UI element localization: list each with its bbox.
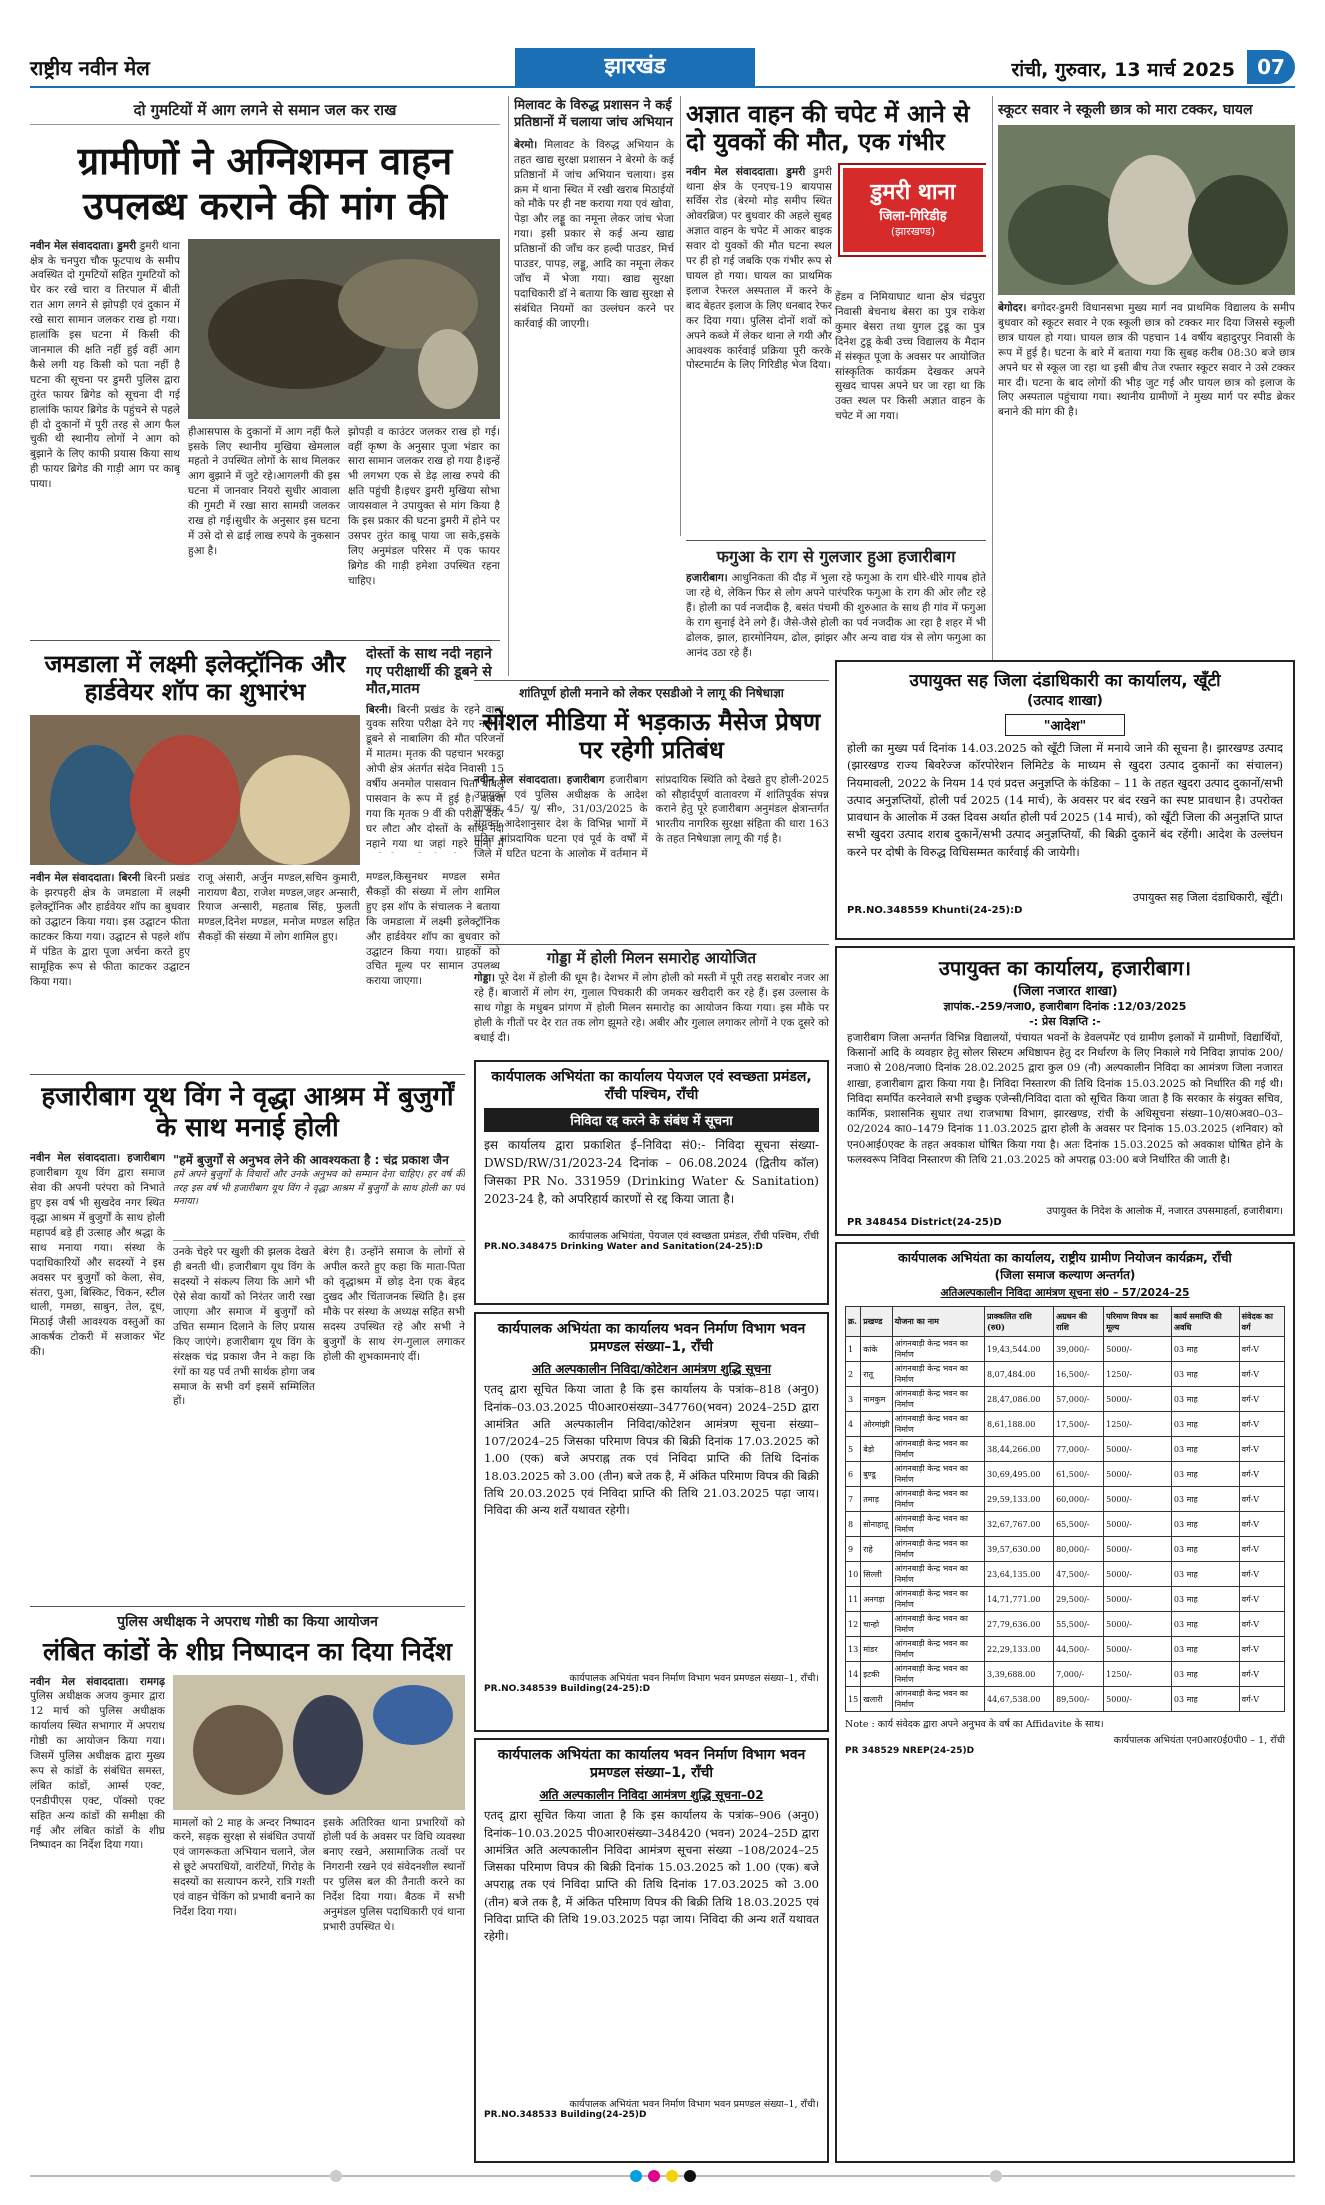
table-cell: वर्ग-V xyxy=(1239,1362,1284,1387)
table-cell: 16,500/- xyxy=(1054,1362,1104,1387)
stamp-district: जिला-गिरिडीह xyxy=(879,208,947,224)
article-quote-box xyxy=(173,1151,465,1241)
table-cell: 47,500/- xyxy=(1054,1562,1104,1587)
notice-signature: कार्यपालक अभियंता भवन निर्माण विभाग भवन प्रमण्डल संख्या–1, राँची। xyxy=(569,2099,819,2111)
article-quote: "हमें बुजुर्गों से अनुभव लेने की आवश्यकता है : चंद्र प्रकाश जैन xyxy=(173,1153,449,1168)
table-cell: 3,39,688.00 xyxy=(984,1662,1053,1687)
table-cell: 03 माह xyxy=(1171,1562,1239,1587)
notice-memo: ज्ञापांक.-259/नजा0, हजारीबाग दिनांक :12/03/2025 xyxy=(943,1000,1187,1013)
article-text-col2: हीआसपास के दुकानों में आग नहीं फैले इसके लिए स्थानीय मुखिया खेमलाल महतो ने उपस्थित लोगों के साथ मिलकर आग बुझाने में जुटे रहे।आगलगी की इस घटना में जानवार नियरो सुधीर आवाला की गुमटी में रखा सारा सामग्री जलकर राख हो गई।सुधीर के अनुसार इस घटना में उसे दो से ढाई लाख रुपये के नुकसान हुआ है। xyxy=(188,425,340,557)
notice-ref: PR 348454 District(24-25)D xyxy=(847,1217,1002,1228)
article-text: पूरे देश में होली की धूम है। देशभर में लोग होली को मस्ती में पूरी तरह सराबोर नजर आ रहे हैं। बाजारों में लोग रंग, गुलाल पिचकारी की जमकर खरीदारी कर रहे हैं। इस उल्लास के साथ गोड्डा के मधुबन प्रांगण में होली मिलन समारोह का आयोजन किया गया। इस मौके पर होली के गीतों पर देर रात तक लोग झूमते रहे। अबीर और गुलाल लगाकर लोगों ने एक दूसरे को बधाई दी। xyxy=(474,972,829,1044)
article-dateline: बेगोदर। xyxy=(998,302,1027,314)
tender-table xyxy=(845,1306,1285,1712)
notice-subtitle: (जिला समाज कल्याण अन्तर्गत) xyxy=(994,1268,1136,1283)
article-social-media xyxy=(474,680,829,940)
table-cell: 14,71,771.00 xyxy=(984,1587,1053,1612)
table-cell: नामकुम xyxy=(861,1387,892,1412)
table-cell: 03 माह xyxy=(1171,1637,1239,1662)
table-cell: 5 xyxy=(846,1437,861,1462)
article-headline: गोड्डा में होली मिलन समारोह आयोजित xyxy=(546,949,757,967)
table-row xyxy=(846,1537,1285,1562)
registration-dot xyxy=(630,2170,642,2182)
notice-nrep-tender xyxy=(835,1242,1295,2163)
table-cell: 03 माह xyxy=(1171,1462,1239,1487)
notice-press-label: -: प्रेस विज्ञप्ति :- xyxy=(1029,1015,1101,1028)
notice-ref: PR.NO.348559 Khunti(24-25):D xyxy=(847,905,1023,916)
tender-table-body xyxy=(846,1337,1285,1712)
tender-column-header: प्राक्कलित राशि (रु0) xyxy=(984,1307,1053,1337)
newspaper-name: राष्ट्रीय नवीन मेल xyxy=(30,56,150,80)
notice-body: हजारीबाग जिला अन्तर्गत विभिन्न विद्यालयों, पंचायत भवनों के डेवलपमेंट एवं ग्रामीण इलाकों में ग्रामीणों, विद्यार्थियों, किसानों आदि के व्यवहार हेतु सोलर सिस्टम अधिष्ठापन हेतु दर निर्धारण के लिए निकाले गये निविदा ज्ञापांक 200/नजा0 से 208/नजा0 दिनांक 28.02.2025 द्वारा कुल 09 (नौ) अल्पकालीन निविदा का आमंत्रण जिला नजारत शाखा, हजारीबाग द्वारा किया गया है। निविदा निस्तारण की तिथि दिनांक 15.03.2025 को निर्धारित की गई थी। निविदा समर्पित करनेवाले सभी इच्छुक एजेन्सी/निविदा दाता को सूचित किया जाता है कि सरकार के संयुक्त सचिव, कार्मिक, प्रशासनिक सुधार तथा राजभाषा विभाग, झारखण्ड, रांची के अधिसूचना संख्या–10/स0अव0–03–02/2024 का0–1479 दिनांक 11.03.2025 द्वारा होली के अवसर पर दिनांक 15.03.2025 (शनिवार) को एन0आई0एक्ट के तहत अवकाश घोषित किया गया है। अतः दिनांक 15.03.2025 को अवकाश घोषित होने के फलस्वरूप निविदा निस्तारण की तिथि 21.03.2025 को अपराह्न 03:00 बजे निर्धारित की जाती है। xyxy=(847,1032,1283,1166)
table-cell: 6 xyxy=(846,1462,861,1487)
article-godda xyxy=(474,944,829,1054)
table-cell: 17,500/- xyxy=(1054,1412,1104,1437)
article-text: आधुनिकता की दौड़ में भुला रहे फगुआ के राग धीरे-धीरे गायब होते जा रहे थे, लेकिन फिर से लोग अपने पारंपरिक फगुआ के राग की ओर लौट रहे हैं। होली का पर्व नजदीक है, बसंत पंचमी की शुरुआत के साथ ही गांव में फगुआ के राग सुनाई देने लगे हैं। जैसे-जैसे होली का पर्व नजदीक आ रहा है शहर में भी ढोलक, झाल, हारमोनियम, ढोल, झांझर और अन्य वाद्य यंत्र से लोग फगुआ का आनंद उठा रहे हैं। xyxy=(686,572,986,659)
notice-hazaribagh xyxy=(835,946,1295,1236)
article-headline: अज्ञात वाहन की चपेट में आने से दो युवकों की मौत, एक गंभीर xyxy=(686,100,970,157)
table-cell: 77,000/- xyxy=(1054,1437,1104,1462)
tender-column-header: परिमाण विपत्र का मूल्य xyxy=(1104,1307,1172,1337)
article-text-col3: मण्डल,किसुनधर मण्डल समेत सैकड़ों की संख्या में लोग शामिल हुए इस शॉप के संचालक ने बताया कि जमडाला में लक्ष्मी इलेक्ट्रॉनिक और हार्डवेयर शॉप का बुधवार को उद्घाटन किया गया। ग्राहकों को उचित मूल्य पर सामान उपलब्ध कराया जाएगा। xyxy=(366,871,500,988)
shop-opening-photo xyxy=(30,715,360,865)
table-cell: आंगनबाड़ी केन्द्र भवन का निर्माण xyxy=(892,1537,984,1562)
article-body xyxy=(30,1675,165,2155)
table-cell: 5000/- xyxy=(1104,1687,1172,1712)
article-headline: जमडाला में लक्ष्मी इलेक्ट्रॉनिक और हार्डवेयर शॉप का शुभारंभ xyxy=(44,650,346,707)
registration-dot xyxy=(648,2170,660,2182)
table-cell: 12 xyxy=(846,1612,861,1637)
table-cell: वर्ग-V xyxy=(1239,1487,1284,1512)
article-kicker: शांतिपूर्ण होली मनाने को लेकर एसडीओ ने लागू की निषेधाज्ञा xyxy=(519,686,784,700)
article-text: बिरनी प्रखंड के रहने वाला युवक सरिया परीक्षा देने गए नदी में डूबने से नाबालिग की मौत परिजनों में मातम। मृतक की पहचान भरकट्ठा ओपी क्षेत्र अंतर्गत संदेव निवासी 15 वर्षीय अनमोल पासवान पिता बाबलू पासवान के रूप में हुई है। बताया गया कि मृतक 9 वीं की परीक्षा देकर घर लौटा और दोस्तों के साथ नदी नहाने गया था जहां गहरे पानी में xyxy=(366,703,504,850)
stamp-state: (झारखण्ड) xyxy=(890,224,936,238)
table-cell: 7,000/- xyxy=(1054,1662,1104,1687)
notice-title: उपायुक्त सह जिला दंडाधिकारी का कार्यालय, खूँटी xyxy=(909,671,1221,691)
table-cell: 4 xyxy=(846,1412,861,1437)
table-cell: 38,44,266.00 xyxy=(984,1437,1053,1462)
table-cell: 5000/- xyxy=(1104,1437,1172,1462)
table-cell: 03 माह xyxy=(1171,1662,1239,1687)
notice-ref: PR.NO.348475 Drinking Water and Sanitation(24-25):D xyxy=(484,1242,763,1253)
table-cell: 11 xyxy=(846,1587,861,1612)
table-cell: 65,500/- xyxy=(1054,1512,1104,1537)
table-cell: सिल्ली xyxy=(861,1562,892,1587)
table-cell: आंगनबाड़ी केन्द्र भवन का निर्माण xyxy=(892,1687,984,1712)
table-cell: बुण्डू xyxy=(861,1462,892,1487)
table-cell: चान्हो xyxy=(861,1612,892,1637)
table-row xyxy=(846,1462,1285,1487)
table-cell: वर्ग-V xyxy=(1239,1437,1284,1462)
article-youth-wing xyxy=(30,1080,465,1600)
table-cell: आंगनबाड़ी केन्द्र भवन का निर्माण xyxy=(892,1587,984,1612)
tender-column-header: संवेदक का वर्ग xyxy=(1239,1307,1284,1337)
tender-column-header: क्र. xyxy=(846,1307,861,1337)
article-text: डुमरी थाना क्षेत्र के एनएच-19 बायपास सर्विस रोड (बेरमो मोड़ समीप स्थित ओवरब्रिज) पर बुधवार की अहले सुबह अज्ञात वाहन के चपेट में आकर बाइक सवार दो युवकों की मौत घटना स्थल पर ही हो गई जबकि एक गंभीर रूप से घायल हो गया। घायल का प्राथमिक इलाज रेफरल अस्पताल में करने के बाद बेहतर इलाज के लिए धनबाद रेफर कर दिया गया। पुलिस दोनों शवों को अपने कब्जे में लेकर थाना ले गयी और आवश्यक कार्रवाई प्रक्रिया पूरी करके पोस्टमार्टम के लिए गिरिडीह भेज दिया। xyxy=(686,165,832,372)
table-cell: आंगनबाड़ी केन्द्र भवन का निर्माण xyxy=(892,1487,984,1512)
print-registration-bar xyxy=(30,2170,1295,2184)
notice-signature: कार्यपालक अभियंता एन0आर0ई0पी0 – 1, राँची xyxy=(1113,1734,1285,1746)
table-cell: 2 xyxy=(846,1362,861,1387)
article-dateline: नवीन मेल संवाददाता। रामगढ़ xyxy=(30,1675,165,1688)
table-cell: 03 माह xyxy=(1171,1487,1239,1512)
article-body xyxy=(474,971,829,1051)
table-cell: 30,69,495.00 xyxy=(984,1462,1053,1487)
table-row xyxy=(846,1687,1285,1712)
table-cell: 1250/- xyxy=(1104,1362,1172,1387)
table-cell: 8,07,484.00 xyxy=(984,1362,1053,1387)
registration-dot xyxy=(990,2170,1002,2182)
article-fire xyxy=(30,96,500,616)
table-cell: 29,59,133.00 xyxy=(984,1487,1053,1512)
table-row xyxy=(846,1562,1285,1587)
notice-band: अतिअल्पकालीन निविदा आमंत्रण सूचना सं0 – 57/2024–25 xyxy=(940,1287,1190,1300)
table-cell: 03 माह xyxy=(1171,1587,1239,1612)
article-body xyxy=(30,871,190,1066)
table-cell: 5000/- xyxy=(1104,1537,1172,1562)
article-text: बिरनी प्रखंड के झरपहरी क्षेत्र के जमडाला में लक्ष्मी इलेक्ट्रॉनिक और हार्डवेयर शॉप का बुधवार को उद्घाटन किया गया। इस उद्घाटन फीता काटकर किया गया। उद्घाटन से पहले शॉप में पंडित के द्वारा पूजा अर्चना करते हुए सामूहिक रूप से फीता काटकर उद्घाटन किया गया। xyxy=(30,871,190,988)
table-cell: राहे xyxy=(861,1537,892,1562)
table-cell: 5000/- xyxy=(1104,1337,1172,1362)
table-row xyxy=(846,1412,1285,1437)
article-headline: फगुआ के राग से गुलजार हुआ हजारीबाग xyxy=(716,547,956,566)
article-dateline: बेरमो। xyxy=(514,138,538,151)
table-cell: 03 माह xyxy=(1171,1537,1239,1562)
table-cell: 29,500/- xyxy=(1054,1587,1104,1612)
stamp-title: डुमरी थाना xyxy=(870,179,956,205)
table-row xyxy=(846,1637,1285,1662)
table-cell: वर्ग-V xyxy=(1239,1687,1284,1712)
table-row xyxy=(846,1437,1285,1462)
police-station-photo xyxy=(840,165,986,255)
notice-title: कार्यपालक अभियंता का कार्यालय भवन निर्माण विभाग भवन प्रमण्डल संख्या–1, राँची xyxy=(497,1747,806,1782)
table-cell: 44,67,538.00 xyxy=(984,1687,1053,1712)
table-cell: बेड़ो xyxy=(861,1437,892,1462)
notice-title: कार्यपालक अभियंता का कार्यालय भवन निर्माण विभाग भवन प्रमण्डल संख्या–1, राँची xyxy=(497,1321,806,1356)
scooter-photo xyxy=(998,125,1295,295)
table-cell: वर्ग-V xyxy=(1239,1587,1284,1612)
table-cell: 9 xyxy=(846,1537,861,1562)
article-headline: सोशल मीडिया में भड़काऊ मैसेज प्रेषण पर रहेगी प्रतिबंध xyxy=(482,708,821,765)
section-label: झारखंड xyxy=(515,48,755,86)
table-cell: आंगनबाड़ी केन्द्र भवन का निर्माण xyxy=(892,1612,984,1637)
notice-body: होली का मुख्य पर्व दिनांक 14.03.2025 को खूँटी जिला में मनाये जाने की सूचना है। झारखण्ड उत्पाद (झारखण्ड राज्य बिवरेज्ज कॉरपोरेशन लिमिटेड के माध्यम से खुदरा उत्पाद दुकानों का संचालन) नियमावली, 2022 के नियम 14 एवं प्रदत्त अनुज्ञप्ति के कंडिका – 11 के तहत खुदरा उत्पाद दुकानों/सभी उत्पाद अनुज्ञप्तियों, होली पर्व 2025 (14 मार्च), के अवसर पर बंद रखने का स्पष्ट प्रावधान है। उपरोक्त प्रावधान के आलोक में उक्त दिवस अर्थात होली पर्व 2025 (14 मार्च), को खूँटी जिला की अनुज्ञप्ति प्राप्त सभी खुदरा उत्पाद शराब दुकानें/सभी उत्पाद अनुज्ञप्तियाँ, की बिक्री दुकानें बंद रहेंगी। आदेश के उल्लंघन करने पर दोषी के विरुद्ध विधिसम्मत कार्रवाई की जायेगी। xyxy=(847,741,1283,859)
notice-subtitle: (जिला नजारत शाखा) xyxy=(1012,984,1118,999)
crime-meeting-photo xyxy=(173,1675,465,1810)
article-text: मिलावट के विरुद्ध अभियान के तहत खाद्य सुरक्षा प्रशासन ने बेरमो के कई प्रतिष्ठानों में जांच अभियान चलाया। इस क्रम में थाना स्थित में रखी खराब मिठाईयों को मौके पर ही नष्ट कराया गया एवं खोवा, पेड़ा और लड्डू का नमूना लेकर जांच भेजा गया। इसी प्रकार से कई अन्य खाद्य प्रतिष्ठानों की जाँच कर हल्दी पाउडर, मिर्च पाउडर, पापड़, लड्डू, आदि का नमूना लेकर जाँच में भेजा गया। खाद्य सुरक्षा पदाधिकारी डॉ ने बताया कि खाद्य सुरक्षा से संबंधित नियमों का उल्लंघन करने पर कार्रवाई की जाएगी। xyxy=(514,138,674,330)
article-body xyxy=(30,239,180,609)
article-text-col2: राजू अंसारी, अर्जुन मण्डल,सचिन कुमारी, नारायण बैठा, राजेश मण्डल,जहर अन्सारी, रियाज अन्सारी, महताब सिंह, फुलती मण्डल,दिनेश मण्डल, मनोज मण्डल सहित सैकड़ों की संख्या में लोग शामिल हुए। xyxy=(198,871,360,944)
article-body xyxy=(474,773,829,933)
article-body xyxy=(686,165,832,525)
table-cell: 44,500/- xyxy=(1054,1637,1104,1662)
table-cell: रातू xyxy=(861,1362,892,1387)
tender-column-header: अग्रधन की राशि xyxy=(1054,1307,1104,1337)
table-cell: 5000/- xyxy=(1104,1587,1172,1612)
article-headline: स्कूटर सवार ने स्कूली छात्र को मारा टक्कर, घायल xyxy=(998,102,1253,118)
notice-signature: कार्यपालक अभियंता, पेयजल एवं स्वच्छता प्रमंडल, राँची पश्चिम, राँची xyxy=(568,1231,819,1243)
table-cell: 39,57,630.00 xyxy=(984,1537,1053,1562)
article-text-col3: इसके अतिरिक्त थाना प्रभारियों को होली पर्व के अवसर पर विधि व्यवस्था बनाए रखने, असामाजिक तत्वों पर निगरानी रखने एवं संवेदनशील स्थानों पर पुलिस बल की तैनाती करने का निर्देश दिया गया। बैठक में सभी अनुमंडल पुलिस पदाधिकारी एवं थाना प्रभारी उपस्थित थे। xyxy=(323,1816,465,1933)
table-cell: आंगनबाड़ी केन्द्र भवन का निर्माण xyxy=(892,1387,984,1412)
notice-title: उपायुक्त का कार्यालय, हजारीबाग। xyxy=(938,956,1192,980)
table-cell: आंगनबाड़ी केन्द्र भवन का निर्माण xyxy=(892,1412,984,1437)
table-cell: 03 माह xyxy=(1171,1412,1239,1437)
article-kicker: मिलावट के विरुद्ध प्रशासन ने कई प्रतिष्ठानों में चलाया जांच अभियान xyxy=(514,98,673,130)
notice-signature: कार्यपालक अभियंता भवन निर्माण विभाग भवन प्रमण्डल संख्या–1, राँची। xyxy=(569,1673,819,1685)
table-cell: वर्ग-V xyxy=(1239,1537,1284,1562)
article-dateline: गोड्डा। xyxy=(474,972,496,984)
article-adulteration xyxy=(514,96,674,676)
article-kicker: दो गुमटियों में आग लगने से समान जल कर राख xyxy=(30,96,500,125)
registration-dot xyxy=(684,2170,696,2182)
table-cell: कांके xyxy=(861,1337,892,1362)
table-cell: 5000/- xyxy=(1104,1387,1172,1412)
table-cell: वर्ग-V xyxy=(1239,1612,1284,1637)
table-cell: 03 माह xyxy=(1171,1612,1239,1637)
article-dateline: नवीन मेल संवाददाता। हजारीबाग xyxy=(474,773,605,786)
table-cell: आंगनबाड़ी केन्द्र भवन का निर्माण xyxy=(892,1562,984,1587)
table-cell: 57,000/- xyxy=(1054,1387,1104,1412)
notice-note: Note : कार्य संवेदक द्वारा अपने अनुभव के वर्ष का Affidavite के साथ। xyxy=(845,1719,1104,1731)
notice-signature: उपायुक्त सह जिला दंडाधिकारी, खूँटी। xyxy=(1132,891,1283,904)
table-cell: 5000/- xyxy=(1104,1487,1172,1512)
notice-signature: उपायुक्त के निदेश के आलोक में, नजारत उपसमाहर्ता, हजारीबाग। xyxy=(1046,1206,1283,1217)
article-text: डुमरी थाना क्षेत्र के चनपुरा चौक फूटपाथ के समीप अवस्थित दो गुमटियों सहित गुमटियों को घेर कर रखे चारा व तिरपाल में बीती रात आग लगने से झोपड़ी एवं दुकान में रखे सारा सामान जलकर राख हो गया। हालांकि इस घटना में किसी की जानमाल की क्षति नहीं हुई वहीं आग कैसे लगी यह किसी को पता नहीं है घटना की सूचना पर डुमरी पुलिस द्वारा तुरंत फायर ब्रिगेड को सूचना दी गई हालांकि फायर ब्रिगेड के पहुंचने से पहले ही दो दुकानों में पूरी तरह से आग फैल चुकी थी स्थानीय लोगों ने आग को बुझाने के लिए काफी प्रयास किया साथ ही फायर ब्रिगेड की गाड़ी आग पर काबू पाया। xyxy=(30,239,180,491)
tender-column-header: प्रखण्ड xyxy=(861,1307,892,1337)
article-body xyxy=(686,571,986,659)
article-kicker: पुलिस अधीक्षक ने अपराध गोष्ठी का किया आयोजन xyxy=(117,1614,378,1630)
table-row xyxy=(846,1512,1285,1537)
registration-dot xyxy=(330,2170,342,2182)
notice-band: अति अल्पकालीन निविदा आमंत्रण शुद्धि सूचना–02 xyxy=(539,1788,764,1803)
notice-band: निविदा रद्द करने के संबंध में सूचना xyxy=(484,1108,819,1132)
issue-date: रांची, गुरुवार, 13 मार्च 2025 xyxy=(1011,59,1235,81)
article-headline: हजारीबाग यूथ विंग ने वृद्धा आश्रम में बुजुर्गों के साथ मनाई होली xyxy=(41,1082,454,1143)
table-cell: वर्ग-V xyxy=(1239,1637,1284,1662)
article-headline: ग्रामीणों ने अग्निशमन वाहन उपलब्ध कराने की मांग की xyxy=(77,139,453,228)
notice-body: इस कार्यालय द्वारा प्रकाशित ई–निविदा सं0:- निविदा सूचना संख्या- DWSD/RW/31/2023-24 दिनांक – 06.08.2024 (द्वितीय कॉल) जिसका PR No. 331959 (Drinking Water & Sanitation) 2023-24 है, को अपरिहार्य कारणों से रद्द किया जाता है। xyxy=(484,1138,819,1207)
article-headline: दोस्तों के साथ नदी नहाने गए परीक्षार्थी की डूबने से मौत,मातम xyxy=(366,646,492,697)
table-cell: 5000/- xyxy=(1104,1562,1172,1587)
table-cell: अनगड़ा xyxy=(861,1587,892,1612)
article-electronics xyxy=(30,646,360,1066)
article-dateline: हजारीबाग। xyxy=(686,572,728,584)
table-cell: 03 माह xyxy=(1171,1337,1239,1362)
article-text-col3: झोपड़ी व काउंटर जलकर राख हो गई।वहीं कृष्ण के अनुसार पूजा भंडार का सारा सामान जलकर राख हो गया है।इन्हें भी लगभग एक से डेढ़ लाख रुपये की क्षति पहुंची है।इधर डुमरी मुखिया सोभा जायसवाल ने उपायुक्त से मांग किया है कि इस प्रकार की घटना डुमरी में होने पर उसपर तुरंत काबू पाया जा सके,इसके लिए अनुमंडल परिसर में एक फायर ब्रिगेड की गाड़ी हमेशा उपस्थित रहना चाहिए। xyxy=(348,425,500,587)
notice-title: कार्यपालक अभियंता का कार्यालय, राष्ट्रीय ग्रामीण नियोजन कार्यक्रम, राँची xyxy=(898,1250,1232,1265)
table-cell: वर्ग-V xyxy=(1239,1387,1284,1412)
notice-ref: PR.NO.348539 Building(24-25):D xyxy=(484,1684,651,1695)
article-dateline: नवीन मेल संवाददाता। डुमरी xyxy=(30,239,137,252)
table-row xyxy=(846,1387,1285,1412)
table-cell: मांडर xyxy=(861,1637,892,1662)
article-scooter xyxy=(998,96,1295,676)
table-cell: 55,500/- xyxy=(1054,1612,1104,1637)
table-cell: 3 xyxy=(846,1387,861,1412)
notice-building-1 xyxy=(474,1312,829,1732)
article-text: हजारीबाग यूथ विंग द्वारा समाज सेवा की अपनी परंपरा को निभाते हुए इस वर्ष भी सुखदेव नगर स्थित वृद्धा आश्रम में बुजुर्गों के साथ होली महापर्व बड़े ही उत्साह और श्रद्धा के साथ मनाया गया। संस्था के पदाधिकारियों और सदस्यों ने इस अवसर पर बुजुर्गों को केला, सेव, संतरा, पुआ, बिस्किट, चिकन, स्टील थाली, गमछा, साबुन, तेल, दूध, मिठाई जैसी आवश्यक वस्तुओं का आकर्षक टोकरी में सजाकर भेंट की। xyxy=(30,1167,165,1359)
table-cell: खलारी xyxy=(861,1687,892,1712)
table-cell: 1250/- xyxy=(1104,1412,1172,1437)
tender-column-header: कार्य समाप्ति की अवधि xyxy=(1171,1307,1239,1337)
table-cell: 03 माह xyxy=(1171,1687,1239,1712)
table-cell: ओरमांझी xyxy=(861,1412,892,1437)
article-dateline: नवीन मेल संवाददाता। डुमरी xyxy=(686,165,806,178)
table-cell: 15 xyxy=(846,1687,861,1712)
article-phagua xyxy=(686,540,986,660)
table-cell: 03 माह xyxy=(1171,1512,1239,1537)
table-row xyxy=(846,1487,1285,1512)
table-cell: 8 xyxy=(846,1512,861,1537)
notice-building-2 xyxy=(474,1738,829,2163)
registration-dot xyxy=(666,2170,678,2182)
table-cell: आंगनबाड़ी केन्द्र भवन का निर्माण xyxy=(892,1637,984,1662)
table-row xyxy=(846,1587,1285,1612)
table-cell: 1 xyxy=(846,1337,861,1362)
article-police xyxy=(30,1610,465,2158)
masthead xyxy=(30,48,1295,88)
article-text-col2: हेंडम व निमियाघाट थाना क्षेत्र चंद्रपुरा निवासी बेचनाथ बेसरा का पुत्र राकेश कुमार बेसरा तथा युगल टुडू का पुत्र दिनेश टुडू केबी उच्च विद्यालय के मैदान में संस्कृत पूजा के अवसर पर आयोजित सांस्कृतिक कार्यक्रम देखकर अपने सुखद चापस अपने घर जा रहा था कि उक्त स्थल पर किसी अज्ञात वाहन के चपेट में आ गया। xyxy=(835,291,985,423)
article-dateline: बिरनी। xyxy=(366,703,392,716)
table-cell: वर्ग-V xyxy=(1239,1462,1284,1487)
table-cell: 10 xyxy=(846,1562,861,1587)
tender-column-header: योजना का नाम xyxy=(892,1307,984,1337)
article-text: बगोदर-डुमरी विधानसभा मुख्य मार्ग नव प्राथमिक विद्यालय के समीप बुधवार को स्कूटर सवार ने एक स्कूली छात्र को टक्कर मार दिया जिससे स्कूली छात्र घायल हो गया। घायल छात्र की पहचान 14 वर्षीय बहादुरपुर निवासी के रूप में हुई है। घटना के बारे में बताया गया कि सुबह करीब 08:30 बजे छात्र अपने घर से स्कूल जा रहा था इसी बीच तेज रफ्तार स्कूटर सवार ने उसे टक्कर मार दी। घटना के बाद लोगों की भीड़ जुट गई और घायल छात्र को इलाज के लिए अस्पताल पहुंचाया गया। स्थानीय ग्रामीणों ने मुख्य मार्ग पर स्पीड ब्रेकर बनाने की मांग की है। xyxy=(998,302,1295,419)
notice-body: एतद् द्वारा सूचित किया जाता है कि इस कार्यालय के पत्रांक–906 (अनु0) दिनांक–10.03.2025 पी0आर0संख्या–348420 (भवन) 2024–25D द्वारा आमंत्रित अति अल्पकालीन निविदा आमंत्रण सूचना संख्या –108/2024–25 जिसका परिमाण विपत्र की बिक्री दिनांक 15.03.2025 को 1.00 (एक) बजे अपराह्न तक एवं निविदा प्राप्ति की तिथि दिनांक 17.03.2025 को 3.00 (तीन) बजे तक है, में अंकित परिमाण विपत्र की बिक्री तिथि 18.03.2025 एवं निविदा प्राप्ति की तिथि 19.03.2025 पढ़ा जाय। निविदा की अन्य शर्तें यथावत रहेगी। xyxy=(484,1808,819,1944)
page-number: 07 xyxy=(1247,50,1295,84)
notice-body: एतद् द्वारा सूचित किया जाता है कि इस कार्यालय के पत्रांक–818 (अनु0) दिनांक–03.03.2025 पी0आर0संख्या–347760(भवन) 2024–25D द्वारा आमंत्रित अति अल्पकालीन निविदा/कोटेशन आमंत्रण सूचना संख्या– 107/2024–25 जिसका परिमाण विपत्र की बिक्री दिनांक 17.03.2025 को 1.00 (एक) बजे अपराह्न तक एवं निविदा प्राप्ति की तिथि दिनांक 18.03.2025 को 3.00 (तीन) बजे तक है, में अंकित परिमाण विपत्र की बिक्री तिथि 20.03.2025 एवं निविदा प्राप्ति की तिथि 21.03.2025 पढ़ा जाय। निविदा की अन्य शर्तें यथावत रहेगी। xyxy=(484,1382,819,1518)
table-row xyxy=(846,1662,1285,1687)
table-cell: 5000/- xyxy=(1104,1512,1172,1537)
article-headline: लंबित कांडों के शीघ्र निष्पादन का दिया निर्देश xyxy=(42,1637,453,1666)
article-dateline: नवीन मेल संवाददाता। हजारीबाग xyxy=(30,1152,165,1165)
table-row xyxy=(846,1612,1285,1637)
table-cell: 5000/- xyxy=(1104,1612,1172,1637)
article-body xyxy=(30,1151,165,1571)
table-cell: 19,43,544.00 xyxy=(984,1337,1053,1362)
table-cell: 61,500/- xyxy=(1054,1462,1104,1487)
table-cell: 32,67,767.00 xyxy=(984,1512,1053,1537)
table-cell: 14 xyxy=(846,1662,861,1687)
table-row xyxy=(846,1337,1285,1362)
table-cell: 1250/- xyxy=(1104,1662,1172,1687)
notice-ref: PR.NO.348533 Building(24-25)D xyxy=(484,2110,647,2121)
notice-title: कार्यपालक अभियंता का कार्यालय पेयजल एवं स्वच्छता प्रमंडल, राँची पश्चिम, राँची xyxy=(491,1069,812,1104)
table-cell: आंगनबाड़ी केन्द्र भवन का निर्माण xyxy=(892,1362,984,1387)
table-cell: 5000/- xyxy=(1104,1637,1172,1662)
table-cell: 27,79,636.00 xyxy=(984,1612,1053,1637)
table-cell: आंगनबाड़ी केन्द्र भवन का निर्माण xyxy=(892,1512,984,1537)
table-cell: वर्ग-V xyxy=(1239,1662,1284,1687)
article-quote-body: हमें अपने बुजुर्गों के विचारों और उनके अनुभव को सम्मान देना चाहिए। हर वर्ष की तरह इस वर्ष भी हजारीबाग यूथ विंग ने वृद्धा आश्रम में बुजुर्गों के साथ होली का पर्व मनाया। xyxy=(173,1169,465,1208)
article-text-col2: उनके चेहरे पर खुशी की झलक देखते ही बनती थी। हजारीबाग यूथ विंग के सदस्यों ने संकल्प लिया कि आगे भी ऐसे सेवा कार्यों को निरंतर जारी रखा जाएगा और समाज में बुजुर्गों को उचित सम्मान दिलाने के लिए प्रयास किए जाएंगे। हजारीबाग यूथ विंग के संरक्षक चंद्र प्रकाश जैन ने कहा कि रंगों का यह पर्व तभी सार्थक होगा जब समाज के सभी वर्ग इसमें सम्मिलित हों। xyxy=(173,1246,315,1408)
table-cell: 22,29,133.00 xyxy=(984,1637,1053,1662)
table-cell: वर्ग-V xyxy=(1239,1337,1284,1362)
table-cell: 60,000/- xyxy=(1054,1487,1104,1512)
table-cell: आंगनबाड़ी केन्द्र भवन का निर्माण xyxy=(892,1337,984,1362)
article-body xyxy=(514,138,674,648)
table-cell: वर्ग-V xyxy=(1239,1412,1284,1437)
article-dateline: नवीन मेल संवाददाता। बिरनी xyxy=(30,871,141,884)
table-cell: 28,47,086.00 xyxy=(984,1387,1053,1412)
table-cell: 39,000/- xyxy=(1054,1337,1104,1362)
table-cell: 7 xyxy=(846,1487,861,1512)
table-cell: तमाड़ xyxy=(861,1487,892,1512)
table-cell: 03 माह xyxy=(1171,1387,1239,1412)
table-cell: आंगनबाड़ी केन्द्र भवन का निर्माण xyxy=(892,1662,984,1687)
table-cell: 03 माह xyxy=(1171,1362,1239,1387)
table-cell: 03 माह xyxy=(1171,1437,1239,1462)
notice-dwsd xyxy=(474,1060,829,1305)
article-body xyxy=(998,301,1295,671)
table-cell: वर्ग-V xyxy=(1239,1512,1284,1537)
table-cell: 80,000/- xyxy=(1054,1537,1104,1562)
tender-table-header xyxy=(846,1307,1285,1337)
article-text: पुलिस अधीक्षक अजय कुमार द्वारा 12 मार्च को पुलिस अधीक्षक कार्यालय स्थित सभागार में अपराध गोष्ठी का आयोजन किया गया। जिसमें पुलिस अधीक्षक द्वारा मुख्य रूप से कांडों के संबंधित समस्त, लंबित कांडों, आर्म्स एक्ट, एनडीपीएस एक्ट, पॉक्सो एक्ट सहित अन्य कांडों की समीक्षा की गई और लंबित कांडों के शीघ्र निष्पादन का निर्देश दिया गया। xyxy=(30,1690,165,1852)
table-cell: आंगनबाड़ी केन्द्र भवन का निर्माण xyxy=(892,1437,984,1462)
table-cell: आंगनबाड़ी केन्द्र भवन का निर्माण xyxy=(892,1462,984,1487)
table-cell: सोनाहातू xyxy=(861,1512,892,1537)
article-text-col3: बेरंग है। उन्होंने समाज के लोगों से अपील करते हुए कहा कि माता-पिता को वृद्धाश्रम में छोड़ देना एक बेहद दुखद और चिंताजनक स्थिति है। इस मौके पर संस्था के अध्यक्ष सहित सभी सदस्य उपस्थित रहे और सभी ने बुजुर्गों के साथ रंग-गुलाल लगाकर होली की शुभकामनाएं दीं। xyxy=(323,1246,465,1363)
table-cell: इटकी xyxy=(861,1662,892,1687)
table-cell: 5000/- xyxy=(1104,1462,1172,1487)
table-row xyxy=(846,1362,1285,1387)
fire-photo xyxy=(188,239,500,419)
article-text-col2: मामलों को 2 माह के अन्दर निष्पादन करने, सड़क सुरक्षा से संबंधित उपायों एवं जागरूकता अभियान चलाने, जेल से छूटे अपराधियों, वारंटियों, गिरोह के सदस्यों का सत्यापन करने, रात्रि गश्ती एवं वाहन चेकिंग को प्रभावी बनाने का निर्देश दिया गया। xyxy=(173,1816,315,1918)
table-cell: 8,61,188.00 xyxy=(984,1412,1053,1437)
article-text: हजारीबाग उपायुक्त एवं पुलिस अधीक्षक के आदेश ज्ञापांक 45/ यू/ सी०, 31/03/2025 के संयुक्त आदेशानुसार देश के विभिन्न भागों में घटित सांप्रदायिक घटना एवं पूर्व के वर्षों में जिले में घटित घटना के आलोक में वर्तमान में सांप्रदायिक स्थिति को देखते हुए होली-2025 को सौहार्दपूर्ण वातावरण में शांतिपूर्वक संपन्न कराने हेतु पूरे हजारीबाग अनुमंडल क्षेत्रान्तर्गत भारतीय नागरिक सुरक्षा संहिता की धारा 163 के तहत निषेधाज्ञा लागू की गई है। xyxy=(474,773,829,861)
table-cell: 13 xyxy=(846,1637,861,1662)
table-cell: 23,64,135.00 xyxy=(984,1562,1053,1587)
notice-order-label: "आदेश" xyxy=(1005,714,1125,736)
table-cell: 89,500/- xyxy=(1054,1687,1104,1712)
notice-subtitle: (उत्पाद शाखा) xyxy=(1027,693,1103,709)
notice-khunti xyxy=(835,660,1295,940)
table-cell: वर्ग-V xyxy=(1239,1562,1284,1587)
notice-ref: PR 348529 NREP(24-25)D xyxy=(845,1745,975,1756)
notice-band: अति अल्पकालीन निविदा/कोटेशन आमंत्रण शुद्धि सूचना xyxy=(531,1362,772,1377)
